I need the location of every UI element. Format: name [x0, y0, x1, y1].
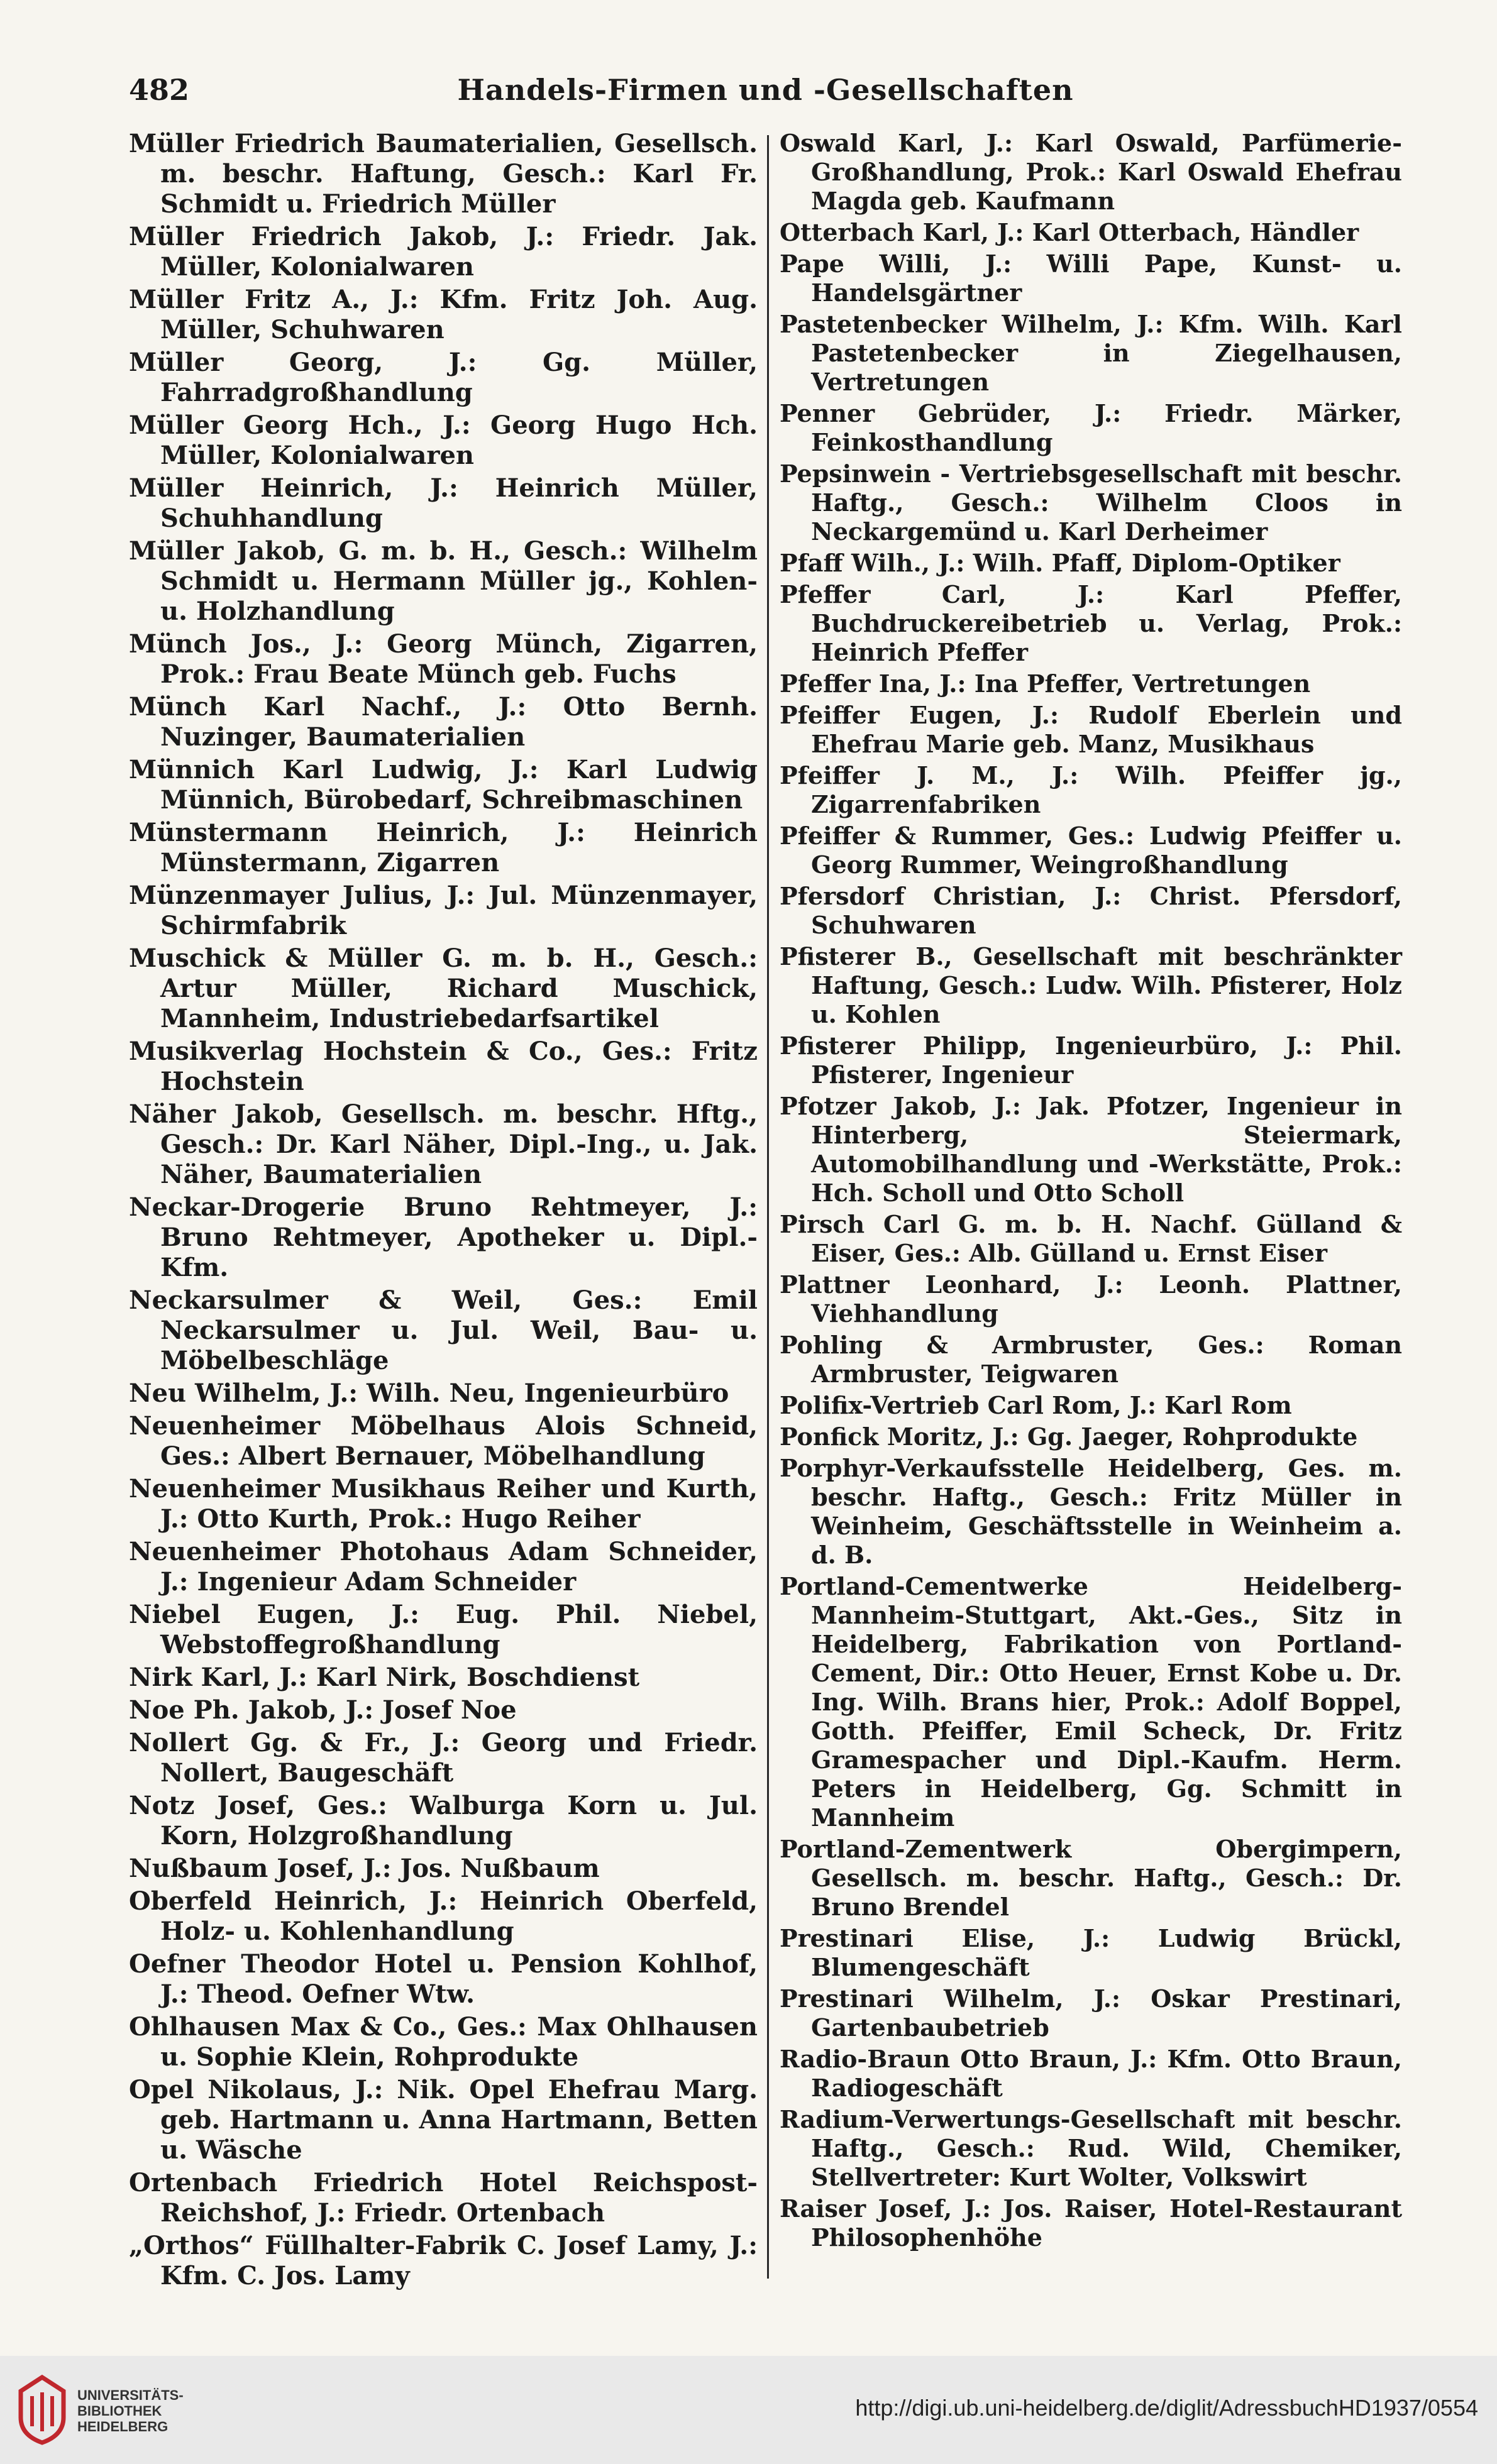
directory-entry: Muschick & Müller G. m. b. H., Gesch.: Artur Müller, Richard Muschick, Mannheim, Industriebedarfsartikel [129, 943, 758, 1033]
directory-entry: Müller Friedrich Jakob, J.: Friedr. Jak. Müller, Kolonialwaren [129, 222, 758, 282]
directory-entry: Otterbach Karl, J.: Karl Otterbach, Händler [780, 218, 1359, 246]
directory-entry: Porphyr-Verkaufsstelle Heidelberg, Ges. m. beschr. Haftg., Gesch.: Fritz Müller in Weinheim, Geschäftsstelle in Weinheim a. d. B. [780, 1454, 1402, 1569]
library-logo-icon [16, 2373, 69, 2446]
directory-entry: Münzenmayer Julius, J.: Jul. Münzenmayer, Schirmfabrik [129, 881, 758, 940]
right-column [780, 129, 1402, 2255]
directory-entry: Pfersdorf Christian, J.: Christ. Pfersdorf, Schuhwaren [780, 882, 1402, 939]
directory-entry: Pfotzer Jakob, J.: Jak. Pfotzer, Ingenieur in Hinterberg, Steiermark, Automobilhandlung und -Werkstätte, Prok.: Hch. Scholl und Otto Scholl [780, 1092, 1402, 1207]
directory-entry: Pohling & Armbruster, Ges.: Roman Armbruster, Teigwaren [780, 1331, 1402, 1388]
directory-entry: Opel Nikolaus, J.: Nik. Opel Ehefrau Marg. geb. Hartmann u. Anna Hartmann, Betten u. Wäsche [129, 2075, 758, 2165]
directory-entry: Musikverlag Hochstein & Co., Ges.: Fritz Hochstein [129, 1037, 758, 1096]
viewer-footer [0, 2356, 1497, 2464]
page-header [129, 68, 1402, 112]
directory-entry: Oberfeld Heinrich, J.: Heinrich Oberfeld, Holz- u. Kohlenhandlung [129, 1886, 758, 1946]
directory-entry: Münstermann Heinrich, J.: Heinrich Münstermann, Zigarren [129, 818, 758, 877]
source-url-link[interactable]: http://digi.ub.uni-heidelberg.de/diglit/AdressbuchHD1937/0554 [855, 2395, 1478, 2421]
directory-entry: Neuenheimer Photohaus Adam Schneider, J.: Ingenieur Adam Schneider [129, 1537, 758, 1597]
directory-entry: Oefner Theodor Hotel u. Pension Kohlhof, J.: Theod. Oefner Wtw. [129, 1949, 758, 2009]
directory-entry: Neckar-Drogerie Bruno Rehtmeyer, J.: Bruno Rehtmeyer, Apotheker u. Dipl.-Kfm. [129, 1192, 758, 1282]
logo-line: HEIDELBERG [77, 2419, 168, 2434]
directory-entry: Pfeffer Ina, J.: Ina Pfeffer, Vertretungen [780, 669, 1311, 698]
directory-entry: Ortenbach Friedrich Hotel Reichspost-Reichshof, J.: Friedr. Ortenbach [129, 2168, 758, 2228]
directory-entry: Neu Wilhelm, J.: Wilh. Neu, Ingenieurbüro [129, 1378, 729, 1408]
directory-entry: Müller Jakob, G. m. b. H., Gesch.: Wilhelm Schmidt u. Hermann Müller jg., Kohlen- u. Holzhandlung [129, 536, 758, 626]
directory-entry: Raiser Josef, J.: Jos. Raiser, Hotel-Restaurant Philosophenhöhe [780, 2194, 1402, 2252]
directory-entry: Radium-Verwertungs-Gesellschaft mit beschr. Haftg., Gesch.: Rud. Wild, Chemiker, Stellvertreter: Kurt Wolter, Volkswirt [780, 2105, 1402, 2191]
directory-entry: Neuenheimer Möbelhaus Alois Schneid, Ges.: Albert Bernauer, Möbelhandlung [129, 1411, 758, 1471]
directory-entry: Pfeiffer Eugen, J.: Rudolf Eberlein und Ehefrau Marie geb. Manz, Musikhaus [780, 701, 1402, 758]
directory-entry: Notz Josef, Ges.: Walburga Korn u. Jul. Korn, Holzgroßhandlung [129, 1791, 758, 1851]
directory-entry: Ponfick Moritz, J.: Gg. Jaeger, Rohprodukte [780, 1422, 1358, 1451]
directory-entry: „Orthos“ Füllhalter-Fabrik C. Josef Lamy, J.: Kfm. C. Jos. Lamy [129, 2231, 758, 2291]
directory-entry: Münnich Karl Ludwig, J.: Karl Ludwig Münnich, Bürobedarf, Schreibmaschinen [129, 755, 758, 815]
directory-entry: Niebel Eugen, J.: Eug. Phil. Niebel, Webstoffegroßhandlung [129, 1600, 758, 1659]
directory-entry: Penner Gebrüder, J.: Friedr. Märker, Feinkosthandlung [780, 399, 1402, 456]
library-logo-text [77, 2387, 184, 2434]
directory-entry: Nußbaum Josef, J.: Jos. Nußbaum [129, 1854, 600, 1883]
directory-entry: Pfaff Wilh., J.: Wilh. Pfaff, Diplom-Optiker [780, 549, 1340, 577]
directory-entry: Müller Friedrich Baumaterialien, Gesellsch. m. beschr. Haftung, Gesch.: Karl Fr. Schmidt u. Friedrich Müller [129, 129, 758, 219]
directory-entry: Pfeffer Carl, J.: Karl Pfeffer, Buchdruckereibetrieb u. Verlag, Prok.: Heinrich Pfeffer [780, 580, 1402, 666]
directory-entry: Polifix-Vertrieb Carl Rom, J.: Karl Rom [780, 1391, 1292, 1419]
directory-entry: Müller Heinrich, J.: Heinrich Müller, Schuhhandlung [129, 473, 758, 533]
logo-line: UNIVERSITÄTS- [77, 2387, 184, 2403]
library-logo[interactable] [16, 2373, 267, 2446]
directory-entry: Münch Jos., J.: Georg Münch, Zigarren, Prok.: Frau Beate Münch geb. Fuchs [129, 629, 758, 689]
directory-entry: Prestinari Wilhelm, J.: Oskar Prestinari, Gartenbaubetrieb [780, 1984, 1402, 2042]
directory-entry: Müller Georg, J.: Gg. Müller, Fahrradgroßhandlung [129, 348, 758, 407]
logo-line: BIBLIOTHEK [77, 2403, 162, 2419]
left-column [129, 129, 758, 2294]
directory-entry: Noe Ph. Jakob, J.: Josef Noe [129, 1695, 517, 1725]
directory-entry: Pape Willi, J.: Willi Pape, Kunst- u. Handelsgärtner [780, 250, 1402, 307]
directory-entry: Pfeiffer J. M., J.: Wilh. Pfeiffer jg., Zigarrenfabriken [780, 761, 1402, 818]
directory-entry: Nollert Gg. & Fr., J.: Georg und Friedr. Nollert, Baugeschäft [129, 1728, 758, 1788]
directory-entry: Pepsinwein - Vertriebsgesellschaft mit beschr. Haftg., Gesch.: Wilhelm Cloos in Neckargemünd u. Karl Derheimer [780, 459, 1402, 546]
directory-entry: Radio-Braun Otto Braun, J.: Kfm. Otto Braun, Radiogeschäft [780, 2045, 1402, 2102]
directory-entry: Pastetenbecker Wilhelm, J.: Kfm. Wilh. Karl Pastetenbecker in Ziegelhausen, Vertretungen [780, 310, 1402, 396]
directory-entry: Neckarsulmer & Weil, Ges.: Emil Neckarsulmer u. Jul. Weil, Bau- u. Möbelbeschläge [129, 1285, 758, 1375]
directory-entry: Plattner Leonhard, J.: Leonh. Plattner, Viehhandlung [780, 1270, 1402, 1328]
directory-entry: Müller Fritz A., J.: Kfm. Fritz Joh. Aug. Müller, Schuhwaren [129, 285, 758, 344]
directory-entry: Prestinari Elise, J.: Ludwig Brückl, Blumengeschäft [780, 1924, 1402, 1981]
directory-entry: Nirk Karl, J.: Karl Nirk, Boschdienst [129, 1663, 640, 1692]
directory-entry: Pfisterer Philipp, Ingenieurbüro, J.: Phil. Pfisterer, Ingenieur [780, 1031, 1402, 1089]
page-title: Handels-Firmen und -Gesellschaften [457, 73, 1074, 107]
directory-entry: Näher Jakob, Gesellsch. m. beschr. Hftg., Gesch.: Dr. Karl Näher, Dipl.-Ing., u. Jak. Näher, Baumaterialien [129, 1099, 758, 1189]
directory-entry: Ohlhausen Max & Co., Ges.: Max Ohlhausen u. Sophie Klein, Rohprodukte [129, 2012, 758, 2072]
directory-entry: Müller Georg Hch., J.: Georg Hugo Hch. Müller, Kolonialwaren [129, 410, 758, 470]
page-number: 482 [129, 73, 190, 107]
directory-entry: Münch Karl Nachf., J.: Otto Bernh. Nuzinger, Baumaterialien [129, 692, 758, 752]
directory-entry: Portland-Cementwerke Heidelberg-Mannheim-Stuttgart, Akt.-Ges., Sitz in Heidelberg, Fabrikation von Portland-Cement, Dir.: Otto Heuer, Ernst Kobe u. Dr. Ing. Wilh. Brans hier, Prok.: Adolf Boppel, Gotth. Pfeiffer, Emil Scheck, Dr. Fritz Gramespacher und Dipl.-Kaufm. Herm. Peters in Heidelberg, Gg. Schmitt in Mannheim [780, 1572, 1402, 1832]
directory-entry: Pirsch Carl G. m. b. H. Nachf. Gülland & Eiser, Ges.: Alb. Gülland u. Ernst Eiser [780, 1210, 1402, 1267]
directory-entry: Portland-Zementwerk Obergimpern, Gesellsch. m. beschr. Haftg., Gesch.: Dr. Bruno Brendel [780, 1835, 1402, 1921]
directory-entry: Neuenheimer Musikhaus Reiher und Kurth, J.: Otto Kurth, Prok.: Hugo Reiher [129, 1474, 758, 1534]
directory-entry: Pfisterer B., Gesellschaft mit beschränkter Haftung, Gesch.: Ludw. Wilh. Pfisterer, Holz u. Kohlen [780, 942, 1402, 1028]
column-divider [767, 135, 769, 2279]
directory-entry: Pfeiffer & Rummer, Ges.: Ludwig Pfeiffer u. Georg Rummer, Weingroßhandlung [780, 822, 1402, 879]
directory-entry: Oswald Karl, J.: Karl Oswald, Parfümerie-Großhandlung, Prok.: Karl Oswald Ehefrau Magda geb. Kaufmann [780, 129, 1402, 215]
